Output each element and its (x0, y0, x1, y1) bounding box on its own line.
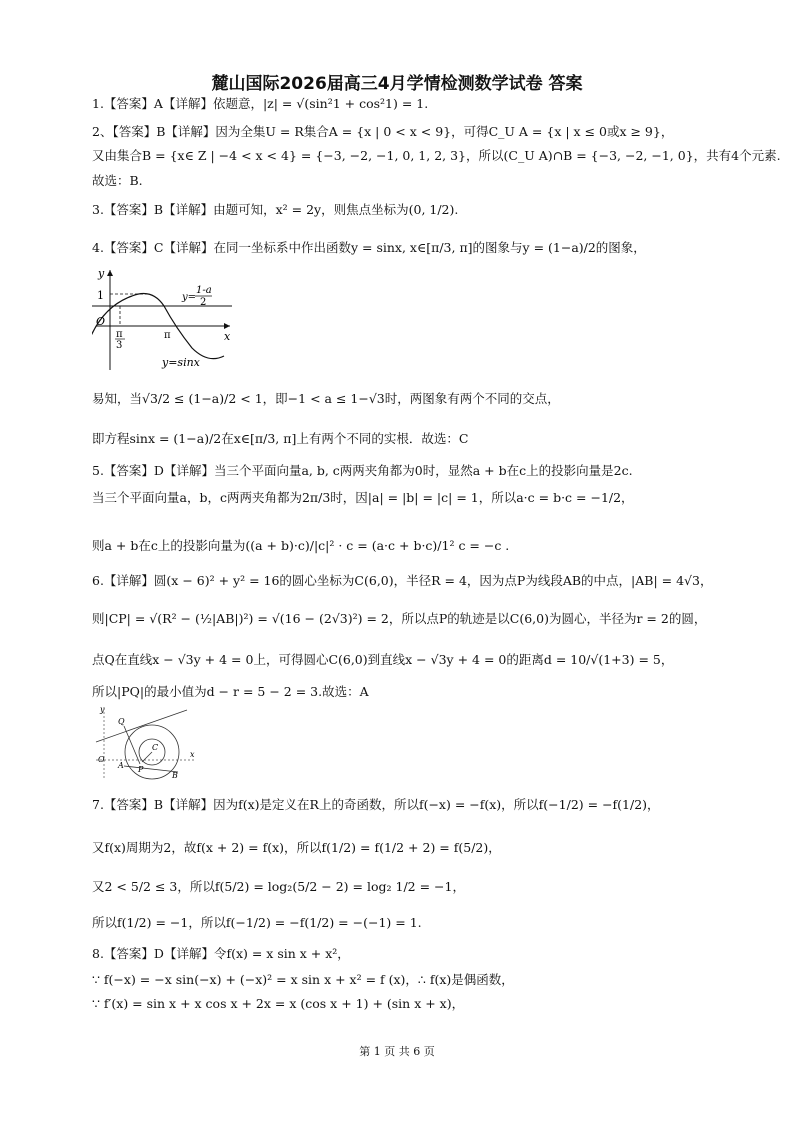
answer-7-cont: 又f(x)周期为2，故f(x + 2) = f(x)，所以f(1/2) = f(1/2 + 2) = f(5/2)， (92, 840, 501, 855)
point-a-label: A (118, 761, 124, 770)
one-label: 1 (97, 289, 104, 302)
answer-7: 7.【答案】B【详解】因为f(x)是定义在R上的奇函数，所以f(−x) = −f(x)，所以f(−1/2) = −f(1/2)， (92, 797, 660, 812)
x-axis-label: x (224, 330, 231, 343)
answer-6-cont: 则|CP| = √(R² − (½|AB|)²) = √(16 − (2√3)²) = 2，所以点P的轨迹是以C(6,0)为圆心，半径为r = 2的圆， (92, 611, 707, 626)
answer-5-cont: 当三个平面向量a，b，c两两夹角都为2π/3时，因|a| = |b| = |c| = 1，所以a·c = b·c = −1/2， (92, 490, 634, 505)
answer-3: 3.【答案】B【详解】由题可知，x² = 2y，则焦点坐标为(0, 1/2). (92, 202, 459, 217)
answer-8-cont-2: ∵ f′(x) = sin x + x cos x + 2x = x (cos x + 1) + (sin x + x)， (92, 996, 465, 1011)
origin-label-2: O (98, 755, 105, 764)
x-axis-label-2: x (190, 750, 195, 759)
line-label-num: 1-a (196, 285, 212, 296)
pi-over-3-den: 3 (116, 340, 123, 351)
answer-2-cont: 又由集合B = {x∈ Z | −4 < x < 4} = {−3, −2, −1, 0, 1, 2, 3}，所以(C_U A)∩B = {−3, −2, −1, 0}，共有4个元素. (92, 148, 781, 163)
answer-5: 5.【答案】D【详解】当三个平面向量a, b, c两两夹角都为0时，显然a + b在c上的投影向量是2c. (92, 463, 633, 478)
answer-5-result: 则a + b在c上的投影向量为((a + b)·c)/|c|² · c = (a·c + b·c)/1² c = −c . (92, 538, 510, 553)
circle-figure (92, 702, 202, 780)
line-label-den: 2 (200, 297, 207, 308)
sine-figure (92, 266, 242, 374)
curve-label: y=sinx (162, 356, 200, 369)
answer-1: 1.【答案】A【详解】依题意，|z| = √(sin²1 + cos²1) = 1. (92, 96, 429, 111)
origin-label: O (96, 315, 106, 328)
line-label-prefix: y= (182, 292, 197, 303)
y-axis-label-2: y (100, 705, 105, 714)
point-p-label: P (138, 765, 144, 774)
answer-6-line: 点Q在直线x − √3y + 4 = 0上，可得圆心C(6,0)到直线x − √3y + 4 = 0的距离d = 10/√(1+3) = 5， (92, 652, 674, 667)
answer-7-result: 所以f(1/2) = −1，所以f(−1/2) = −f(1/2) = −(−1) = 1. (92, 915, 422, 930)
document-title: 麓山国际2026届高三4月学情检测数学试卷 答案 (211, 74, 583, 94)
answer-7-cont-2: 又2 < 5/2 ≤ 3，所以f(5/2) = log₂(5/2 − 2) = log₂ 1/2 = −1， (92, 879, 465, 894)
y-axis-label: y (98, 267, 105, 280)
answer-6: 6.【详解】圆(x − 6)² + y² = 16的圆心坐标为C(6,0)，半径R = 4，因为点P为线段AB的中点，|AB| = 4√3， (92, 573, 713, 588)
answer-8: 8.【答案】D【详解】令f(x) = x sin x + x²， (92, 946, 350, 961)
point-c-label: C (152, 743, 159, 752)
answer-6-choice: 所以|PQ|的最小值为d − r = 5 − 2 = 3.故选：A (92, 684, 369, 699)
answer-2: 2、【答案】B【详解】因为全集U = R集合A = {x | 0 < x < 9}，可得C_U A = {x | x ≤ 0或x ≥ 9}， (92, 124, 674, 139)
page-footer: 第 1 页 共 6 页 (359, 1045, 435, 1058)
point-q-label: Q (118, 717, 125, 726)
answer-4-cont: 易知，当√3/2 ≤ (1−a)/2 < 1，即−1 < a ≤ 1−√3时，两图象有两个不同的交点， (92, 391, 560, 406)
point-b-label: B (172, 771, 178, 780)
pi-label: π (164, 330, 171, 341)
answer-8-cont: ∵ f(−x) = −x sin(−x) + (−x)² = x sin x + x² = f (x)，∴ f(x)是偶函数， (92, 972, 514, 987)
pi-over-3-num: π (116, 329, 123, 340)
answer-2-choice: 故选：B. (92, 173, 143, 188)
answer-4-choice: 即方程sinx = (1−a)/2在x∈[π/3, π]上有两个不同的实根．故选：C (92, 431, 469, 446)
answer-4: 4.【答案】C【详解】在同一坐标系中作出函数y = sinx, x∈[π/3, π]的图象与y = (1−a)/2的图象， (92, 240, 646, 255)
